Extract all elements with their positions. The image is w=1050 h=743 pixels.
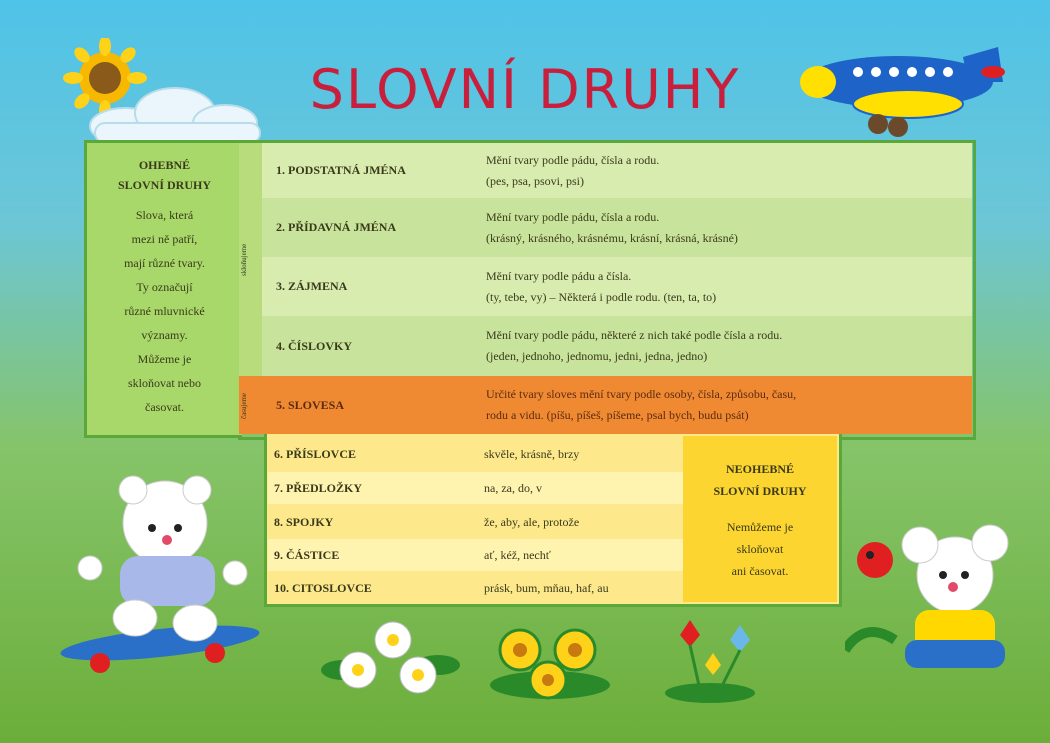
- airplane-illustration: [798, 42, 1013, 142]
- neohebne-heading: NEOHEBNÉ SLOVNÍ DRUHY: [713, 462, 807, 498]
- table-row-slovesa: 5. SLOVESA Určité tvary sloves mění tvary podle osoby, čísla, způsobu, času, rodu a vidu. (píšu, píšeš, píšeme, psal bych, budu psát): [262, 376, 972, 434]
- table-row: 10. CITOSLOVCE prásk, bum, mňau, haf, au: [274, 580, 609, 595]
- table-row: 4. ČÍSLOVKY Mění tvary podle pádu, některé z nich také podle čísla a rodu. (jeden, jednoho, jednomu, jedni, jedna, jedno): [262, 316, 972, 376]
- side-label-casujeme: časujeme: [240, 392, 248, 420]
- table-row: 1. PODSTATNÁ JMÉNA Mění tvary podle pádu, čísla a rodu. (pes, psa, psovi, psi): [262, 143, 972, 198]
- neohebne-panel: [683, 436, 837, 602]
- neohebne-description: Nemůžeme je skloňovat ani časovat.: [726, 520, 794, 578]
- white-flowers-illustration: [318, 615, 463, 710]
- table-row: 7. PŘEDLOŽKY na, za, do, v: [268, 472, 683, 504]
- tulips-illustration: [655, 615, 765, 710]
- ohebne-panel: [84, 140, 242, 438]
- sun-cloud-illustration: [55, 38, 265, 148]
- page-title: SLOVNÍ DRUHY: [309, 58, 741, 121]
- side-label-sklonujeme: skloňujeme: [240, 243, 248, 277]
- table-row: 6. PŘÍSLOVCE skvěle, krásně, brzy: [274, 446, 580, 461]
- ohebne-heading: OHEBNÉ SLOVNÍ DRUHY: [117, 158, 211, 192]
- table-row: 3. ZÁJMENA Mění tvary podle pádu a čísla. (ty, tebe, vy) – Některá i podle rodu. (ten, ta, to): [262, 257, 972, 316]
- ohebne-description: Slova, která mezi ně patří, mají různé tvary. Ty označují různé mluvnické významy. Můžeme je skloňovat nebo časovat.: [124, 208, 205, 414]
- table-row: 2. PŘÍDAVNÁ JMÉNA Mění tvary podle pádu, čísla a rodu. (krásný, krásného, krásnému, krásní, krásná, krásné): [262, 198, 972, 257]
- table-row: 9. ČÁSTICE ať, kéž, nechť: [268, 539, 683, 571]
- ladybug-flower-icon: [857, 542, 893, 578]
- bear-skateboard-illustration: [55, 468, 270, 683]
- yellow-flowers-illustration: [480, 615, 620, 705]
- table-row: 8. SPOJKY že, aby, ale, protože: [274, 514, 580, 529]
- ohebne-table-frame: [238, 140, 976, 440]
- mouse-illustration: [845, 515, 1025, 680]
